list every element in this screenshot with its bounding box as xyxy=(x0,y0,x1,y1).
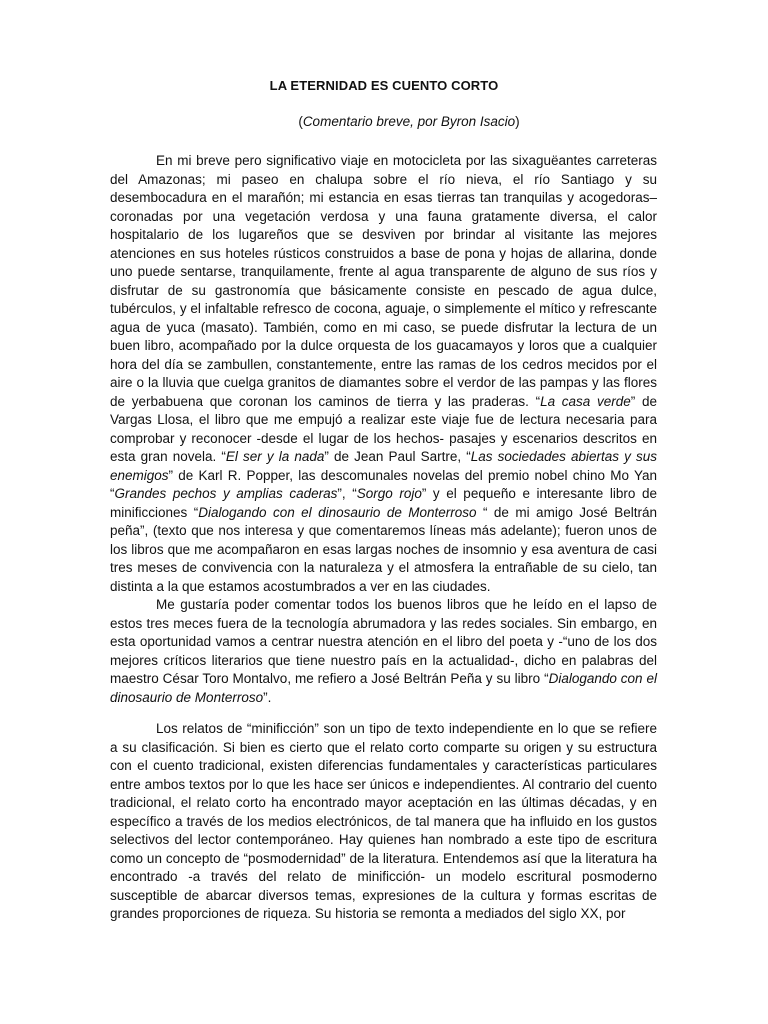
paragraph-text: Me gustaría poder comentar todos los buenos libros que he leído en el lapso de estos tres meces fuera de la tecnología abrumadora y las redes sociales. Sin embargo, en esta oportunidad vamos a centrar nuestra atención en el libro del poeta y -“uno de los dos mejores críticos literarios que tiene nuestro país en la actualidad-, dicho en palabras del maestro César Toro Montalvo, me refiero a José Beltrán Peña y su libro “ xyxy=(110,597,657,686)
italic-title-text: El ser y la nada xyxy=(225,449,325,464)
italic-title-text: Sorgo rojo xyxy=(356,486,422,501)
paragraph-text: ” de Karl R. Popper, las descomunales novelas del premio nobel chino Mo Yan “ xyxy=(110,467,657,501)
document-subtitle xyxy=(0,114,768,129)
paragraph xyxy=(110,152,657,596)
italic-title-text: Grandes pechos y amplias caderas xyxy=(114,486,338,501)
paragraph xyxy=(110,720,657,924)
paragraph-text: ”. xyxy=(263,689,272,705)
italic-title-text: Dialogando con el dinosaurio de Monterroso xyxy=(198,504,477,520)
italic-title-text: Dialogando con el dinosaurio de Monterroso xyxy=(110,671,657,705)
italic-title-text: Las sociedades abiertas y sus enemigos xyxy=(110,449,657,483)
italic-title-text: La casa verde xyxy=(540,393,631,409)
paragraph-text: ” de Jean Paul Sartre, “ xyxy=(324,449,471,464)
paragraph-text: “ de mi amigo José Beltrán peña”, (texto que nos interesa y que comentaremos líneas más adelante); fueron unos de los libros que me acompañaron en esas largas noches de insomnio y esa aventura de casi tres meses de convivencia con la naturaleza y el atmosfera la entrañable de su cielo, tan distinta a la que estamos acostumbrados a ver en las ciudades. xyxy=(110,504,657,594)
subtitle-open: ( xyxy=(298,114,303,129)
body-first-block xyxy=(110,152,657,707)
subtitle-text: Comentario breve, por Byron Isacio xyxy=(302,114,516,129)
paragraph-text: ” y el pequeño e interesante libro de minificciones “ xyxy=(110,486,657,520)
paragraph-text: ” de Vargas Llosa, el libro que me empujó a realizar este viaje fue de lectura necesaria para comprobar y reconocer -desde el lugar de los hechos- pasajes y escenarios descritos en esta gran novela. “ xyxy=(110,393,657,464)
paragraph-text: ”, “ xyxy=(337,486,357,501)
paragraph-text: En mi breve pero significativo viaje en motocicleta por las sixaguëantes carreteras del Amazonas; mi paseo en chalupa sobre el río nieva, el río Santiago y su desembocadura en el marañón; mi estancia en esas tierras tan tranquilas y acogedoras– coronadas por una vegetación verdosa y una fauna gratamente diversa, el calor hospitalario de los lugareños que se desviven por brindar al visitante las mejores atenciones en sus hoteles rústicos construidos a base de pona y hojas de allarina, donde uno puede sentarse, tranquilamente, frente al agua transparente de alguno de sus ríos y disfrutar de su gastronomía que básicamente consiste en pescado de agua dulce, tubérculos, y el infaltable refresco de cocona, aguaje, o simplemente el mítico y refrescante agua de yuca (masato). También, como en mi caso, se puede disfrutar la lectura de un buen libro, acompañado por la dulce orquesta de los guacamayos y loros que a cualquier hora del día se zambullen, constantemente, entre las ramas de los cedros mecidos por el aire o la lluvia que cuelga granitos de diamantes sobre el verdor de las pampas y las flores de yerbabuena que coronan los caminos de tierra y las praderas. “ xyxy=(110,153,657,409)
paragraph-text: Los relatos de “minificción” son un tipo de texto independiente en lo que se refiere a su clasificación. Si bien es cierto que el relato corto comparte su origen y su estructura con el cuento tradicional, existen diferencias fundamentales y características particulares entre ambos textos por lo que les hace ser únicos e independientes. Al contrario del cuento tradicional, el relato corto ha encontrado mayor aceptación en las últimas décadas, y en específico a través de los medios electrónicos, de tal manera que ha influido en los gustos selectivos del lector contemporáneo. Hay quienes han nombrado a este tipo de escritura como un concepto de “posmodernidad” de la literatura. Entendemos así que la literatura ha encontrado -a través del relato de minificción- un modelo escritural posmoderno susceptible de abarcar diversos temas, expresiones de la cultura y formas escritas de grandes proporciones de riqueza. Su historia se remonta a mediados del siglo XX, por xyxy=(110,721,657,921)
paragraph xyxy=(110,596,657,707)
document-title: LA ETERNIDAD ES CUENTO CORTO xyxy=(269,78,499,93)
subtitle-close: ) xyxy=(515,114,520,129)
body-second-block xyxy=(110,720,657,924)
